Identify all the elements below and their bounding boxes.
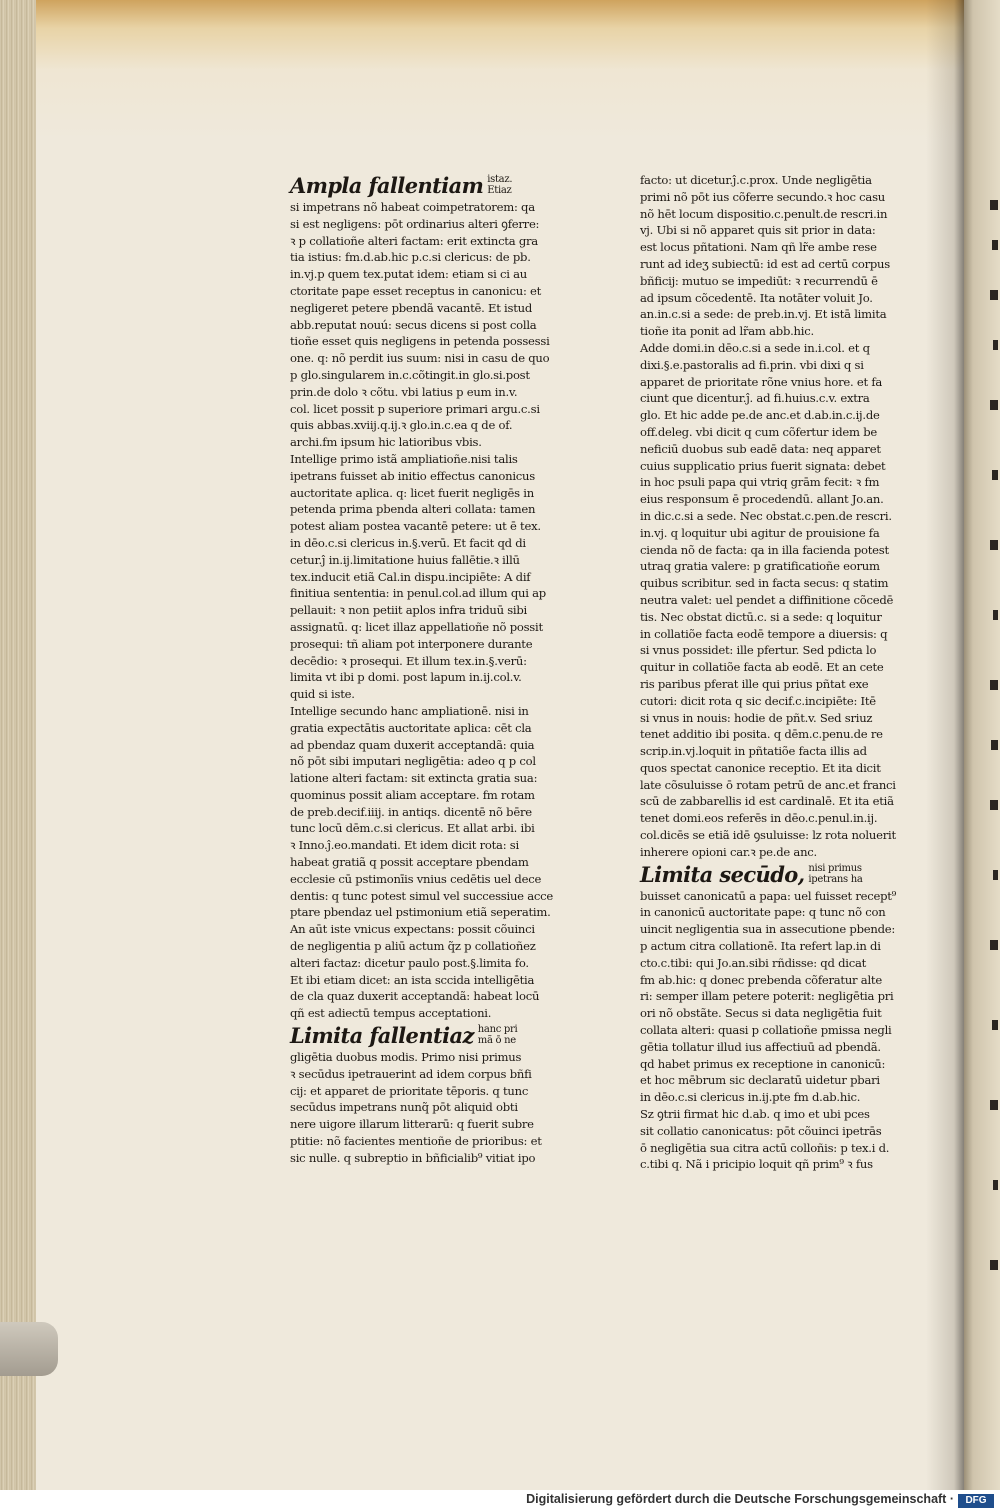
text-line: tunc locū dēm.c.si clericus. Et allat arbi. ibi: [290, 821, 535, 836]
text-line: Et ibi etiam dicet: an ista sccida intelligētia: [290, 972, 535, 987]
text-line: collata alteri: quasi p collatioñe pmissa negli: [640, 1023, 892, 1038]
text-line: secūdus impetrans nunq̃ pōt aliquid obti: [290, 1100, 518, 1115]
text-line: scrip.in.vj.loquit in pñtatiõe facta illis ad: [640, 744, 867, 759]
text-line: ꝛ Inno.ĵ.eo.mandati. Et idem dicit rota: si: [290, 838, 519, 853]
text-line: cienda nõ de facta: qa in illa facienda potest: [640, 542, 889, 557]
text-line: petenda prima pbenda alteri collata: tamen: [290, 502, 536, 517]
text-line: cij: et apparet de prioritate tēporis. q tunc: [290, 1083, 529, 1098]
right-text-column: [640, 172, 897, 1173]
text-line: in.vj.p quem tex.putat idem: etiam si ci au: [290, 267, 528, 282]
left-incipit-row: [290, 174, 544, 198]
text-line: potest aliam postea vacantē petere: ut ē tex.: [290, 519, 541, 534]
right-body-text: [640, 172, 896, 861]
text-line: dentis: q tunc potest simul vel successiue acce: [290, 888, 553, 903]
text-line: ecclesie cū pstimonīis vnius cedētis uel dece: [290, 871, 542, 886]
text-line: ctoritate pape esset receptus in canonicu: et: [290, 283, 542, 298]
text-line: scū de zabbarellis id est cardinalē. Et ita etiã: [640, 794, 894, 809]
text-line: prin.de dolo ꝛ cõtu. vbi latius p eum in.v.: [290, 384, 518, 399]
text-line: si vnus in nouis: hodie de pñt.v. Sed sriuz: [640, 710, 873, 725]
text-line: sit collatio canonicatus: pōt cõuinci ipetrās: [640, 1123, 882, 1138]
text-line: ipetrans fuisset ab initio effectus canonicus: [290, 468, 535, 483]
left-body-text: [290, 199, 553, 1022]
text-line: Intellige secundo hanc ampliationē. nisi in: [290, 703, 529, 718]
text-line: in.vj. q loquitur ubi agitur de prouisione fa: [640, 525, 880, 540]
text-line: si impetrans nõ habeat coimpetratorem: qa: [290, 200, 535, 214]
text-line: in dēo.c.si clericus in.ij.pte fm d.ab.hic.: [640, 1090, 861, 1105]
text-line: de negligentia p aliū actum q̃z p collatioñez: [290, 939, 536, 954]
text-line: tioñe esset quis negligens in petenda possessi: [290, 334, 550, 349]
text-line: neficiū duobus sub eadē data: neq apparet: [640, 441, 881, 456]
text-line: de preb.decif.iiij. in antiqs. dicentē nõ bēre: [290, 804, 532, 819]
text-line: prosequi: tñ aliam pot interponere durante: [290, 636, 533, 651]
text-line: runt ad ideʒ subiectū: id est ad certū corpus: [640, 256, 890, 271]
text-line: nere uigore illarum litterarū: q fuerit subre: [290, 1117, 534, 1132]
text-line: tioñe ita ponit ad lr̃am abb.hic.: [640, 324, 814, 339]
text-line: archi.fm ipsum hic latioribus vbis.: [290, 435, 482, 450]
text-line: one. q: nõ perdit ius suum: nisi in casu de quo: [290, 351, 550, 366]
text-line: col. licet possit p superiore primari argu.c.si: [290, 401, 540, 416]
right-heading2-row: [640, 863, 892, 887]
text-line: dixi.§.e.pastoralis ad fi.prin. vbi dixi q si: [640, 357, 864, 372]
funding-credit: Digitalisierung gefördert durch die Deutsche Forschungsgemeinschaft ·: [526, 1492, 954, 1506]
text-line: late cõsuluisse ō rotam petrū de anc.et franci: [640, 777, 896, 792]
text-line: in dēo.c.si clericus in.§.verū. Et facit qd di: [290, 535, 526, 550]
text-line: Intellige primo istã ampliatioñe.nisi talis: [290, 451, 518, 466]
text-line: fm ab.hic: q donec prebenda cõferatur alte: [640, 972, 882, 987]
text-line: auctoritate aplica. q: licet fuerit negligēs in: [290, 485, 534, 500]
text-line: quominus possit aliam acceptare. fm rotam: [290, 787, 535, 802]
text-line: buisset canonicatū a papa: uel fuisset recept⁹: [640, 888, 897, 903]
text-line: cuius supplicatio prius fuerit signata: debet: [640, 458, 886, 473]
text-line: Adde domi.in dēo.c.si a sede in.i.col. et q: [640, 340, 870, 355]
text-line: ptare pbendaz uel pstimonium etiã seperatim.: [290, 905, 551, 920]
text-line: ri: semper illam petere poterit: negligētia pri: [640, 989, 894, 1004]
text-line: p glo.singularem in.c.cõtingit.in glo.si.post: [290, 367, 530, 382]
text-line: eius responsum ē procedendū. allant Jo.an.: [640, 492, 884, 507]
text-line: qñ est adiectū tempus acceptationi.: [290, 1006, 492, 1021]
right-body-text-2: [640, 888, 897, 1174]
text-line: inherere opioni car.ꝛ pe.de anc.: [640, 844, 817, 859]
text-line: quitur in collatiõe facta ab eodē. Et an cete: [640, 660, 884, 675]
text-line: nõ pōt sibi imputari negligētia: adeo q p col: [290, 754, 536, 769]
text-line: alteri factaz: dicetur paulo post.§.limita fo.: [290, 955, 529, 970]
text-line: gligētia duobus modis. Primo nisi primus: [290, 1050, 522, 1065]
text-line: Sz ꝯtrii firmat hic d.ab. q imo et ubi pces: [640, 1107, 870, 1122]
text-line: col.dicēs se etiã idē ꝯsuluisse: lz rota noluerit: [640, 828, 896, 843]
left-incipit: Ampla fallentiam: [290, 173, 484, 198]
left-heading2-note: hanc pri mã ō ne: [477, 1024, 518, 1047]
text-line: apparet de prioritate rõne vnius hore. et fa: [640, 374, 883, 389]
text-line: quos spectat canonice receptio. Et ita dicit: [640, 760, 881, 775]
text-line: tia istius: fm.d.ab.hic p.c.si clericus: de pb.: [290, 250, 531, 265]
text-line: nõ hēt locum dispositio.c.penult.de rescri.in: [640, 206, 888, 221]
text-line: ō negligētia sua citra actū colloñis: p tex.i d.: [640, 1140, 890, 1155]
text-line: quibus scribitur. sed in facta secus: q statim: [640, 576, 889, 591]
dfg-logo: DFG: [958, 1494, 994, 1508]
text-line: ciunt que dicentur.ĵ. ad fi.huius.c.v. extra: [640, 391, 870, 406]
text-line: cutori: dicit rota q sic decif.c.incipiēte: Itē: [640, 693, 876, 708]
text-line: tis. Nec obstat dictū.c. si a sede: q loquitur: [640, 609, 882, 624]
left-incipit-note: istaz. Etiaz: [487, 174, 513, 196]
text-line: est locus pñtationi. Nam qñ lr̃e ambe rese: [640, 240, 877, 255]
text-line: latione alteri factam: sit extincta gratia sua:: [290, 771, 538, 786]
text-line: cetur.ĵ in.ij.limitatione huius fallētie.ꝛ illū: [290, 552, 520, 567]
text-line: gētia tollatur illud ius affectiuū ad pbendã.: [640, 1039, 881, 1054]
text-line: gratia expectātis auctoritate aplica: cēt cla: [290, 720, 532, 735]
left-heading2-row: [290, 1024, 544, 1048]
text-line: facto: ut dicetur.ĵ.c.prox. Unde negligētia: [640, 173, 872, 187]
text-line: in hoc psuli papa qui vtriq grām fecit: ꝛ fm: [640, 475, 880, 490]
text-line: off.deleg. vbi dicit q cum cõfertur idem be: [640, 424, 877, 439]
text-line: tex.inducit etiã Cal.in dispu.incipiēte: A dif: [290, 569, 531, 584]
text-line: ris paribus pferat ille qui prius pñtat exe: [640, 676, 869, 691]
text-line: quis abbas.xviij.q.ij.ꝛ glo.in.c.ea q de of.: [290, 418, 513, 433]
text-line: ꝛ p collatioñe alteri factam: erit extincta gra: [290, 233, 538, 248]
text-line: abb.reputat nouú: secus dicens si post colla: [290, 317, 537, 332]
left-body-text-2: [290, 1049, 544, 1167]
text-line: neutra valet: uel pendet a diffinitione cõcedē: [640, 592, 894, 607]
text-line: An aūt iste vnicus expectans: possit cõuinci: [290, 922, 535, 937]
text-line: ꝛ secūdus ipetrauerint ad idem corpus bñfi: [290, 1066, 532, 1081]
text-line: ptitie: nõ facientes mentioñe de prioribus: et: [290, 1134, 542, 1149]
text-line: si est negligens: pōt ordinarius alteri ꝯferre:: [290, 216, 540, 231]
text-line: limita vt ibi p domi. post lapum in.ij.col.v.: [290, 670, 522, 685]
text-line: ad pbendaz quam duxerit acceptandã: quia: [290, 737, 535, 752]
text-line: quid si iste.: [290, 687, 355, 702]
text-line: et hoc mēbrum sic declaratū uidetur pbari: [640, 1073, 880, 1088]
text-line: tenet additio ibi posita. q dēm.c.penu.de re: [640, 727, 883, 742]
text-line: cto.c.tibi: qui Jo.an.sibi rñdisse: qd dicat: [640, 955, 867, 970]
text-line: in canonicū auctoritate pape: q tunc nõ con: [640, 905, 886, 920]
left-text-column: [290, 172, 553, 1167]
text-line: negligeret petere pbendã vacantē. Et istud: [290, 300, 533, 315]
text-line: finitiua sententia: in penul.col.ad illum qui ap: [290, 586, 546, 601]
text-line: an.in.c.si a sede: de preb.in.vj. Et istā limita: [640, 307, 887, 322]
text-line: si vnus possidet: ille pfertur. Sed pdicta lo: [640, 643, 877, 658]
text-line: vj. Ubi si nõ apparet quis sit prior in data:: [640, 223, 876, 238]
text-line: p actum citra collationē. Ita refert lap.in di: [640, 939, 881, 954]
right-heading2: Limita secūdo,: [640, 861, 805, 887]
text-line: ori nõ obstãte. Secus si data negligētia fuit: [640, 1006, 882, 1021]
text-line: de cla quaz duxerit acceptandã: habeat locū: [290, 989, 540, 1004]
right-heading2-note: nisi primus ipetrans ha: [808, 862, 863, 885]
gutter-shadow: [926, 0, 966, 1490]
text-line: c.tibi q. Nã i pricipio loquit qñ prim⁹ ꝛ fus: [640, 1157, 873, 1172]
bookmark-clip: [0, 1322, 58, 1376]
text-line: utraq gratia valere: p gratificatioñe eorum: [640, 559, 880, 574]
text-line: primi nõ pōt ius cõferre secundo.ꝛ hoc casu: [640, 189, 886, 204]
text-line: glo. Et hic adde pe.de anc.et d.ab.in.c.ij.de: [640, 408, 880, 423]
text-line: tenet domi.eos referēs in dēo.c.penul.in.ij.: [640, 811, 878, 826]
text-line: in dic.c.si a sede. Nec obstat.c.pen.de rescri.: [640, 508, 892, 523]
text-line: pellauit: ꝛ non petiit aplos infra triduū sibi: [290, 603, 528, 618]
text-line: in collatiõe facta eodē tempore a diuersis: q: [640, 626, 888, 641]
text-line: bñficij: mutuo se impediūt: ꝛ recurrendū ē: [640, 273, 878, 288]
text-line: qd habet primus ex receptione in canonicū:: [640, 1056, 886, 1071]
text-line: sic nulle. q subreptio in bñficialib⁹ vitiat ipo: [290, 1150, 536, 1165]
text-line: ad ipsum cõcedentē. Ita notāter voluit Jo.: [640, 290, 873, 305]
text-line: decēdio: ꝛ prosequi. Et illum tex.in.§.verū:: [290, 653, 527, 668]
left-heading2: Limita fallentiaz: [290, 1023, 474, 1049]
text-line: habeat gratiã q possit acceptare pbendam: [290, 855, 529, 870]
text-line: uincit negligentia sua in assecutione pbende:: [640, 922, 896, 937]
text-line: assignatū. q: licet illaz appellatioñe nõ possit: [290, 619, 543, 634]
next-page-edge: [964, 0, 1000, 1490]
